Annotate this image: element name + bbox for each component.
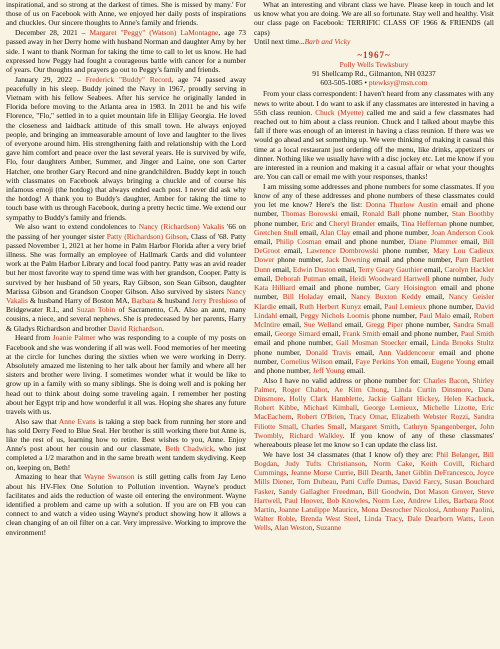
text: Also saw that xyxy=(15,416,59,426)
text: email, xyxy=(332,356,356,366)
person-name: Nancy Geisler Klardie xyxy=(254,292,494,311)
person-name: Bill Goodwin xyxy=(367,486,410,496)
person-name: David Richardson xyxy=(108,323,163,333)
paragraph xyxy=(6,0,246,28)
person-name: Susan Bouchard Fasker xyxy=(254,477,494,496)
text: email, xyxy=(457,237,483,247)
person-name: John Twombly xyxy=(254,421,494,440)
text: , xyxy=(286,468,291,478)
person-name: Michael Kimball xyxy=(303,403,358,413)
person-name: Richard Cummings xyxy=(254,458,494,478)
person-name: Judy Kata Hilliard xyxy=(254,273,494,293)
correspondent-phone: 603-505-1085 • xyxy=(320,78,369,88)
text: , xyxy=(273,486,279,496)
text: Also I have no valid address or phone number for: xyxy=(263,375,424,385)
text: inspirational, and so strong at the darkest of times. She is missed by many.' For those of us on Facebook with Anne, we enjoyed her daily posts of inspirations and chuckles. Our sincere thoughts to Anne's family and friends. xyxy=(6,0,246,28)
person-name: Frank Smith xyxy=(342,329,381,339)
text: , xyxy=(274,504,279,514)
text: email, xyxy=(421,292,449,302)
text: , xyxy=(353,468,358,478)
person-name: Paul Malo xyxy=(419,310,451,320)
person-name: Gary Hoisington xyxy=(384,283,437,293)
text: , xyxy=(462,458,471,468)
news-paragraph xyxy=(6,472,246,536)
text: , xyxy=(270,523,275,533)
date: January 29, 2022 – xyxy=(15,74,86,84)
person-name: Sue Welland xyxy=(303,319,343,329)
lost-list xyxy=(254,450,494,533)
person-name: Alan Weston xyxy=(274,523,313,533)
text: , xyxy=(473,514,479,524)
person-name: Stan Boothby xyxy=(451,209,494,219)
text: , xyxy=(391,468,396,478)
text: and xyxy=(313,218,329,228)
text: , xyxy=(281,430,290,440)
text: email, xyxy=(320,329,343,339)
text: email, xyxy=(351,347,379,357)
person-name: Andrew Liles xyxy=(407,495,450,505)
text: email and phone number, xyxy=(350,227,432,237)
text: , xyxy=(409,486,415,496)
person-name: Mona Desrocher Nicolosi xyxy=(361,504,439,514)
person-name: Ronald Ball xyxy=(362,209,400,219)
person-name: Holly Clark Hamblette xyxy=(289,394,363,404)
text: email, xyxy=(280,319,304,329)
person-name: Gail Mosman Stoecker xyxy=(336,338,408,348)
person-name: Barbara xyxy=(131,296,156,305)
text: , xyxy=(362,394,369,404)
text: is taking a step back from running her store and has sold Derry Feed to Blue Seal. Her brother is still working there but Anne is, like the rest of us, learning how to retire. Best wishes to you, Anne. Enjoy Anne's post about her cousin and our classmate, xyxy=(6,416,246,454)
text: email and phone number, xyxy=(295,283,385,293)
person-name: Terry Geary Gauthier xyxy=(358,264,423,274)
person-name: Cheryl Brander xyxy=(328,218,376,228)
person-name: Dot Mason Grover xyxy=(414,486,473,496)
text: , xyxy=(357,504,362,514)
text: is still getting calls from Jay Leno about his HV-Flex One Solution to Pollution invention. Wayne's product facilitates and aids the reduction of waste oil entering the environment. Wayne identified a problem and came up with a solution. If you are on FB you can connect to and watch a video using Wayne's product showing how it allows a clean changing of an oil filter on a car. Very impressive. Working to improve the environment! xyxy=(6,472,246,537)
person-name: Pam Bartlett Dunn xyxy=(254,255,494,274)
text: phone number, xyxy=(274,255,327,265)
text: email, xyxy=(254,329,275,339)
text: email, xyxy=(325,273,350,283)
text: , xyxy=(274,384,283,394)
person-name: Norm Lee xyxy=(372,495,404,505)
class-year: ~1967~ xyxy=(357,49,391,60)
person-name: Linda Tracy xyxy=(364,514,402,524)
person-name: Jeanne Morse Currie xyxy=(290,468,354,478)
text: of Bridgewater R.I., and xyxy=(6,296,246,315)
person-name: Joan Anderson Cook xyxy=(431,227,494,237)
text: , xyxy=(291,412,297,422)
text: , xyxy=(365,458,374,468)
person-name: Anne Evans xyxy=(58,416,96,426)
person-name: Ruth Herbert Kunyz xyxy=(299,301,362,311)
person-name: Robert Kibbe xyxy=(254,403,298,413)
text: , xyxy=(327,384,335,394)
text: , xyxy=(343,412,350,422)
person-name: Barbara Root Martin xyxy=(254,495,494,514)
person-name: Nancy Vakalis xyxy=(6,286,246,305)
text: , xyxy=(296,421,302,431)
person-name: Keith Covill xyxy=(420,458,463,468)
text: email. xyxy=(344,365,366,375)
text: email, xyxy=(337,209,363,219)
person-name: Faye Perkins Yon xyxy=(355,356,409,366)
text: email, xyxy=(342,319,366,329)
person-name: George Lemieux xyxy=(363,403,417,413)
signature: Barb and Vicky xyxy=(304,37,351,47)
text: email, xyxy=(361,301,385,311)
person-name: Richard Walkley xyxy=(289,430,343,440)
person-name: Walter Roble xyxy=(254,514,296,524)
text: , xyxy=(468,412,474,422)
text: We also want to extend condolences to xyxy=(15,222,139,232)
text: , xyxy=(492,394,494,404)
lost-classmates-paragraph xyxy=(254,450,494,533)
text: , xyxy=(312,523,317,533)
person-name: George Simard xyxy=(274,329,321,339)
person-name: Deborah Putman xyxy=(275,273,326,283)
text: , xyxy=(470,384,479,394)
person-name: Sandra Small xyxy=(453,319,494,329)
sign-off xyxy=(254,37,494,46)
text: , xyxy=(401,514,408,524)
person-name: Tom Dubeau xyxy=(296,477,337,487)
news-paragraph xyxy=(6,333,246,416)
person-name: Tracy Omar xyxy=(349,412,387,422)
text: email and phone number, xyxy=(254,200,494,219)
text: phone number, xyxy=(446,218,494,228)
person-name: Bill DeGroot xyxy=(254,237,494,256)
person-name: Philip Cosman xyxy=(275,237,322,247)
text: , xyxy=(449,495,454,505)
person-name: Bill Holaday xyxy=(282,292,324,302)
no-address-paragraph xyxy=(254,376,494,450)
person-name: Paul Smith xyxy=(460,329,494,339)
text: Amazing to hear that xyxy=(15,472,85,482)
text: email, xyxy=(335,264,358,274)
person-name: Edwin Duston xyxy=(292,264,336,274)
person-name: Nancy (Richardson) Vakalis xyxy=(138,222,225,232)
person-name: Norm Cake xyxy=(373,458,413,468)
text: email, xyxy=(297,227,320,237)
person-name: Joanie Palmer xyxy=(52,333,96,343)
text: , xyxy=(492,504,494,514)
text: phone number, xyxy=(402,319,454,329)
person-name: Heidi Woodward Hartwell xyxy=(349,273,430,283)
person-name: Robert McIntire xyxy=(254,310,494,329)
text: email, xyxy=(407,338,432,348)
text: email and phone number, xyxy=(254,356,494,375)
text: , xyxy=(386,412,392,422)
text: , xyxy=(292,477,297,487)
text: , xyxy=(437,394,444,404)
person-name: Cathryn Spangenberger xyxy=(403,421,475,431)
text: , xyxy=(283,394,290,404)
text: & husband Harry of Boston MA, xyxy=(27,296,132,305)
person-name: Michelle Lizotte xyxy=(422,403,476,413)
person-name: Wayne Swanson xyxy=(84,472,135,482)
text: called me and said a few classmates had reached out to him about a class reunion. Chuck and I talked about maybe this fall if there was enough of an interest in having a class reunion. If there was we would go ahead and set something up. We were thinking of making it casual this time at a local restaurant just ordering off the menu, like drinks, appetizers or dinner. Nothing like we usually have with a disc jockey etc. Let me know if you are interested in a reunion and making it a casual affair or what your thoughts are. You can call or email me with your responses, thanks! xyxy=(254,107,494,182)
correspondent-email[interactable]: ptewksy@msn.com xyxy=(368,78,428,88)
person-name: Lawrence Dombrowski xyxy=(306,246,379,256)
person-name: Eric MacEachern xyxy=(254,403,494,422)
text: email, xyxy=(422,264,445,274)
text: email and phone number, xyxy=(254,283,494,302)
text: , xyxy=(467,375,473,385)
person-name: Charles Bacon xyxy=(423,375,468,385)
text: , xyxy=(398,421,404,431)
text: , xyxy=(472,468,478,478)
text: phone number, xyxy=(378,246,434,256)
text: , xyxy=(322,495,327,505)
text: email and phone number, xyxy=(380,329,461,339)
text: , xyxy=(362,486,368,496)
text: '66 on the passing of her younger sister xyxy=(6,222,246,241)
person-name: Beth Chadwick xyxy=(165,444,214,454)
person-name: Suzanne xyxy=(316,523,342,533)
text: who was responding to a couple of my posts on Facebook and she was wondering if all was well. Food memories of her meeting at the circle for lunches during the sixties when we were working in Derry. Absolutely amazed me listening to her talk about her family and where all her sisters and brother were living. I sometimes wonder what it would be like to grow up in a family with so many siblings. She is doing well and is poking her head out to think about doing some traveling again. I remember her posting about her Egypt trip and how wonderful it all was. Hoping she shares any future travels with us. xyxy=(6,333,246,416)
person-name: Bob Knowles xyxy=(326,495,369,505)
person-name: Cornelius Wilson xyxy=(280,356,333,366)
closing-paragraph xyxy=(254,0,494,37)
text: , xyxy=(336,477,341,487)
text: email, xyxy=(450,310,474,320)
person-name: Anthony Paolini xyxy=(442,504,493,514)
text: . xyxy=(342,430,345,440)
person-name: Charles Small xyxy=(301,421,345,431)
person-name: Roger Chabot xyxy=(282,384,328,394)
person-name: Peggy Nichols Loomis xyxy=(300,310,370,320)
person-name: Thomas Borowski xyxy=(281,209,338,219)
person-name: Joyce Mills Diener xyxy=(254,468,494,487)
person-name: Leon Wells xyxy=(254,514,494,533)
text: email, xyxy=(280,246,307,256)
text: phone number, xyxy=(254,218,302,228)
person-name: Robert O'Brien xyxy=(296,412,344,422)
condolence-paragraph xyxy=(6,222,246,332)
person-name: Shirley Palmer xyxy=(254,375,494,394)
person-name: Jeff Young xyxy=(312,365,345,375)
person-name: Judy Tufts Christianson xyxy=(285,458,366,468)
news-paragraph xyxy=(6,417,246,472)
text: email, xyxy=(323,292,352,302)
person-name: Elizabeth Webster Rozzi xyxy=(391,412,469,422)
person-name: Dana Dinsmore xyxy=(254,384,494,404)
person-name: Brenda West Steel xyxy=(300,514,359,524)
class-header xyxy=(254,51,494,88)
text: , Class of '68. Patty passed November 1, 2021 at her home in Palm Harbor Florida after a very brief illness. She was formally an employee of Hallmark Cards and did volunteer work at the Palm Harbor Library and local food pantry. Patty was an avid reader but her most favorite way to spend time was with her grandson, Cooper. Patty is survived by her husband of 50 years, Ray Gibson, son Sean Gibson, daughter Marissa Gibson and Grandson Cooper Gibson. Also survived by sisters xyxy=(6,231,246,296)
person-name: Frederick "Buddy" Record xyxy=(85,74,172,84)
text: email, xyxy=(270,264,293,274)
person-name: Bill Dearth xyxy=(357,468,392,478)
text: , xyxy=(358,514,365,524)
text: email, xyxy=(276,301,300,311)
text: phone number, xyxy=(429,273,480,283)
person-name: Phil Belanger xyxy=(436,449,478,459)
date: December 28, 2021 – xyxy=(15,28,90,38)
text: phone number, xyxy=(254,347,306,357)
text: , age 74 passed away peacefully in his sleep. Buddy joined the Navy in 1967, proudly serving in Vietnam with his fellow Seabees. After his service he originally landed in Florida before moving to the Atlanta area in 1983. In 2011 he and his wife Florence, "Flo," settled in to a quiet mountain life in Ellijay Georgia. He loved the closeness and laidback attitude of this small town. He always enjoyed people, and bringing an immeasurable amount of love and laughter to the lives of everyone around him. His strengthening faith and relationship with the Lord gave him comfort and peace over the last several years. He is survived by wife, Flo, four daughters Amber, Summer, and Jinger and Laine, one son Carter Hatcher, one brother Gary Record and nine grandchildren. Buddy kept in touch with classmates on Facebook always bringing a chuckle and of course his infamous emoji (the hotdog) that always ended each post. I never did ask why the hotdog! A thank you to Buddy's daughter, Amber for taking the time to touch base with us through Facebook, during a pretty hectic time. We extend our sympathy to Buddy's family and friends. xyxy=(6,74,246,222)
obituary-paragraph xyxy=(6,75,246,222)
missing-list xyxy=(254,200,494,375)
text: , xyxy=(280,495,285,505)
person-name: Jackie Gallant Hickey xyxy=(368,394,438,404)
text: If you know of any of these classmates' whereabouts please let me know so I can update the class list. xyxy=(254,430,494,450)
text: email and phone number, xyxy=(254,338,337,348)
text: , age 73 passed away in her Derry home with husband Norman and daughter Amy by her side. I want to thank Norman for taking the time to call to let us know. He had expressed how Peggy had fought a courageous battle with cancer for a number of years. Our thoughts and prayers go out to Peggy's family and friends. xyxy=(6,28,246,74)
text: . xyxy=(162,323,165,333)
person-name: Gretchen Stull xyxy=(254,227,298,237)
text: , who just completed a 1/2 marathon and in the same breath went tandem skydiving. Keep on, keeping on, Beth! xyxy=(6,444,246,472)
text: , xyxy=(475,403,482,413)
right-column xyxy=(254,0,494,649)
person-name: Paul Hoover xyxy=(284,495,323,505)
text: email, xyxy=(254,273,275,283)
text: , xyxy=(438,504,443,514)
text: , xyxy=(368,495,373,505)
person-name: Steve Hartwell xyxy=(254,486,494,505)
person-name: David Lindahl xyxy=(254,301,494,320)
text: , xyxy=(297,403,304,413)
text: , xyxy=(344,421,350,431)
text: phone number, xyxy=(369,310,420,320)
person-name: Mary Lou Cadieux Dower xyxy=(254,246,494,265)
person-name: Bill Bogdan xyxy=(254,449,494,468)
person-name: Patti Cuffe Dumas xyxy=(340,477,398,487)
person-name: Margaret Smith xyxy=(349,421,399,431)
person-name: Eric xyxy=(301,218,314,228)
text: email and phone number, xyxy=(321,237,409,247)
missing-info-paragraph xyxy=(254,182,494,375)
person-name: Linda Brooks Stultz xyxy=(431,338,494,348)
person-name: Donna Thurlow Austin xyxy=(365,200,438,210)
person-name: Sandy Gallagher Freedman xyxy=(278,486,363,496)
text: , xyxy=(477,449,483,459)
person-name: Helen Kachuck xyxy=(443,394,493,404)
text: email, xyxy=(408,356,432,366)
text: of Sacramento, CA. Also an aunt, many cousins, a niece, and several nephews. She is predeceased by her parents, Harry & Gladys Richardson and brother xyxy=(6,305,246,333)
text: , xyxy=(474,421,480,431)
person-name: Sandra Filiotte Small xyxy=(254,412,494,431)
person-name: Jack Downing xyxy=(326,255,371,265)
person-name: Ann Vaddencoeur xyxy=(378,347,435,357)
person-name: Donald Travis xyxy=(305,347,352,357)
text: , xyxy=(397,477,403,487)
text: We have lost 34 classmates (that I know of) they are: xyxy=(263,449,437,459)
person-name: Suzan Tobin xyxy=(76,305,116,315)
text: , xyxy=(416,403,423,413)
person-name: Nancy Buxton Keddy xyxy=(351,292,422,302)
left-column xyxy=(6,0,246,649)
text: Heard from xyxy=(15,333,53,343)
person-name: Chuck (Myette) xyxy=(315,107,364,117)
text: , xyxy=(472,486,478,496)
reunion-paragraph xyxy=(254,89,494,181)
person-name: Gregg Piper xyxy=(365,319,403,329)
person-name: Janet Giblin DeFrancesco xyxy=(395,468,473,478)
text: , xyxy=(386,384,395,394)
text: , xyxy=(403,495,408,505)
text: What an interesting and vibrant class we have. Please keep in touch and let us know what you are doing. We are all so fortunate. Stay well and healthy. Visit our class page on Facebook: TERRIFIC CLASS OF 1966 & FRIENDS (all caps) xyxy=(254,0,494,37)
text: phone number, xyxy=(426,301,476,311)
person-name: Joanne Latulippe Maurice xyxy=(278,504,358,514)
person-name: Jerry Preshioso xyxy=(191,296,238,305)
person-name: Tina Heffernan xyxy=(401,218,447,228)
text: , xyxy=(439,477,445,487)
person-name: Patty (Richardson) Gibson xyxy=(106,231,187,241)
text: & husband xyxy=(155,296,192,305)
text: , xyxy=(412,458,421,468)
person-name: Eugene Young xyxy=(431,356,476,366)
person-name: Linda Curtin Dinsmore xyxy=(394,384,471,394)
text: email and phone number, xyxy=(254,347,494,366)
text: , xyxy=(295,514,301,524)
text: , xyxy=(357,403,364,413)
obituary-paragraph xyxy=(6,28,246,74)
text: From your class correspondent: I haven't heard from any classmates with any news to write about. I do want to ask if any classmates are interested in having a 55th class reunion. xyxy=(254,89,494,117)
text: I am missing some addresses and phone numbers for some classmates. If you know of any of these addresses and phone numbers of these classmates could you let me know? Here's the list: xyxy=(254,181,494,210)
person-name: Margaret "Peggy" (Watson) LaMontagne xyxy=(89,28,219,38)
text: emails, xyxy=(375,218,402,228)
text: phone number, xyxy=(399,209,452,219)
person-name: Diane Plummer xyxy=(408,237,458,247)
text: email and phone number, xyxy=(370,255,456,265)
person-name: Alan Clay xyxy=(319,227,351,237)
correspondent-name: Polly Wells Tewksbury xyxy=(339,59,409,69)
text: email, xyxy=(254,237,276,247)
person-name: Ae Kim Chong xyxy=(334,384,387,394)
text: , xyxy=(277,458,286,468)
person-name: Dale Dearborn Watts xyxy=(407,514,474,524)
text: Until next time... xyxy=(254,37,305,47)
person-name: Paul Lemieux xyxy=(384,301,427,311)
person-name: Carolyn Hackler xyxy=(444,264,494,274)
text: email, xyxy=(277,310,301,320)
correspondent-address: 91 Shellcamp Rd., Gilmanton, NH 03237 xyxy=(312,68,436,78)
person-name: David Farcy xyxy=(402,477,440,487)
